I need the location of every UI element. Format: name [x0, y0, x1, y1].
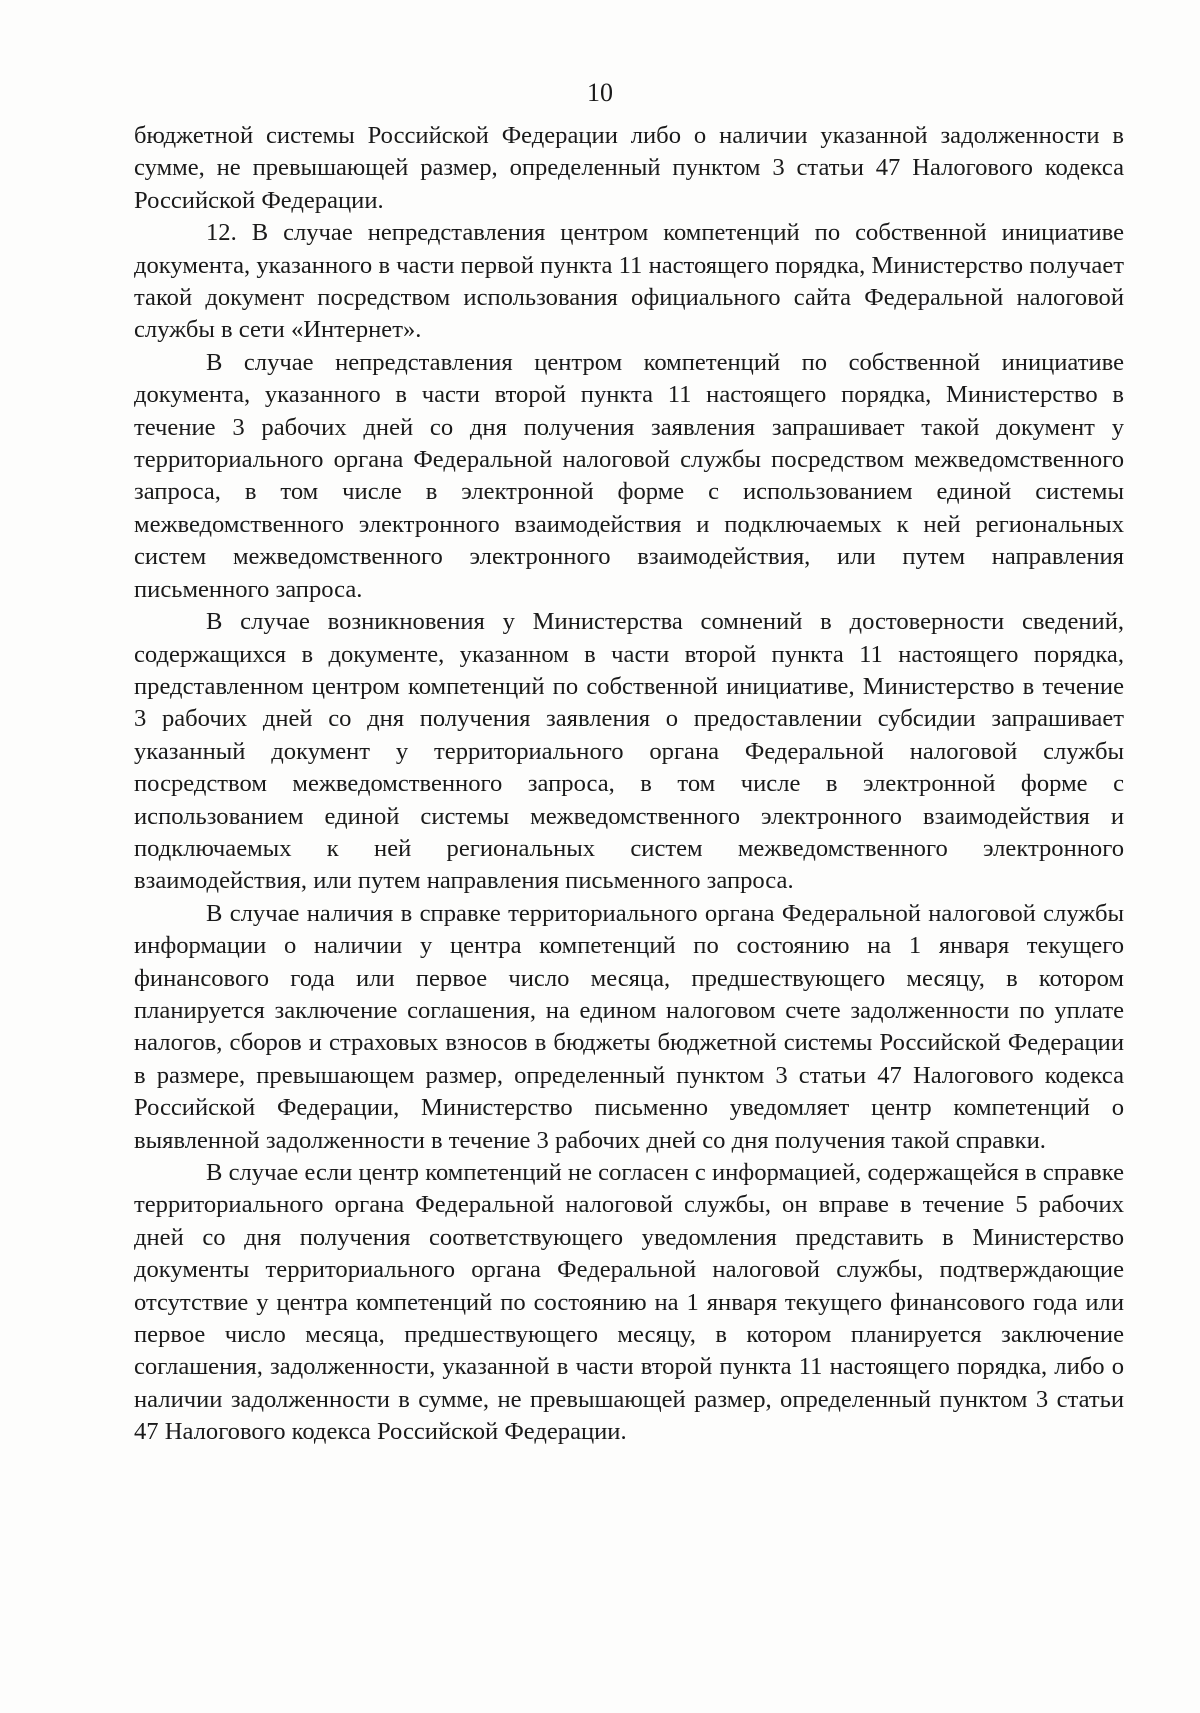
paragraph: В случае если центр компетенций не согласен с информацией, содержащейся в справке территориального органа Федеральной налоговой службы, он вправе в течение 5 рабочих дней со дня получения соответствующего уведомления представить в Министерство документы территориального органа Федеральной налоговой службы, подтверждающие отсутствие у центра компетенций по состоянию на 1 января текущего финансового года или первое число месяца, предшествующего месяцу, в котором планируется заключение соглашения, задолженности, указанной в части второй пункта 11 настоящего порядка, либо о наличии задолженности в сумме, не превышающей размер, определенный пунктом 3 статьи 47 Налогового кодекса Российской Федерации. [134, 1159, 1124, 1446]
paragraph: В случае наличия в справке территориального органа Федеральной налоговой службы информации о наличии у центра компетенций по состоянию на 1 января текущего финансового года или первое число месяца, предшествующего месяцу, в котором планируется заключение соглашения, на едином налоговом счете задолженности по уплате налогов, сборов и страховых взносов в бюджеты бюджетной системы Российской Федерации в размере, превышающем размер, определенный пунктом 3 статьи 47 Налогового кодекса Российской Федерации, Министерство письменно уведомляет центр компетенций о выявленной задолженности в течение 3 рабочих дней со дня получения такой справки. [134, 899, 1124, 1154]
document-body [134, 120, 1124, 1449]
paragraph: В случае непредставления центром компетенций по собственной инициативе документа, указанного в части второй пункта 11 настоящего порядка, Министерство в течение 3 рабочих дней со дня получения заявления запрашивает такой документ у территориального органа Федеральной налоговой службы посредством межведомственного запроса, в том числе в электронной форме с использованием единой системы межведомственного электронного взаимодействия и подключаемых к ней региональных систем межведомственного электронного взаимодействия, или путем направления письменного запроса. [134, 348, 1124, 603]
paragraph-item-12: 12. В случае непредставления центром компетенций по собственной инициативе документа, указанного в части первой пункта 11 настоящего порядка, Министерство получает такой документ посредством использования официального сайта Федеральной налоговой службы в сети «Интернет». [134, 219, 1124, 344]
paragraph: В случае возникновения у Министерства сомнений в достоверности сведений, содержащихся в документе, указанном в части второй пункта 11 настоящего порядка, представленном центром компетенций по собственной инициативе, Министерство в течение 3 рабочих дней со дня получения заявления о предоставлении субсидии запрашивает указанный документ у территориального органа Федеральной налоговой службы посредством межведомственного запроса, в том числе в электронной форме с использованием единой системы межведомственного электронного взаимодействия и подключаемых к ней региональных систем межведомственного электронного взаимодействия, или путем направления письменного запроса. [134, 608, 1124, 895]
page-number: 10 [587, 78, 613, 107]
paragraph-continuation: бюджетной системы Российской Федерации либо о наличии указанной задолженности в сумме, не превышающей размер, определенный пунктом 3 статьи 47 Налогового кодекса Российской Федерации. [134, 122, 1124, 214]
